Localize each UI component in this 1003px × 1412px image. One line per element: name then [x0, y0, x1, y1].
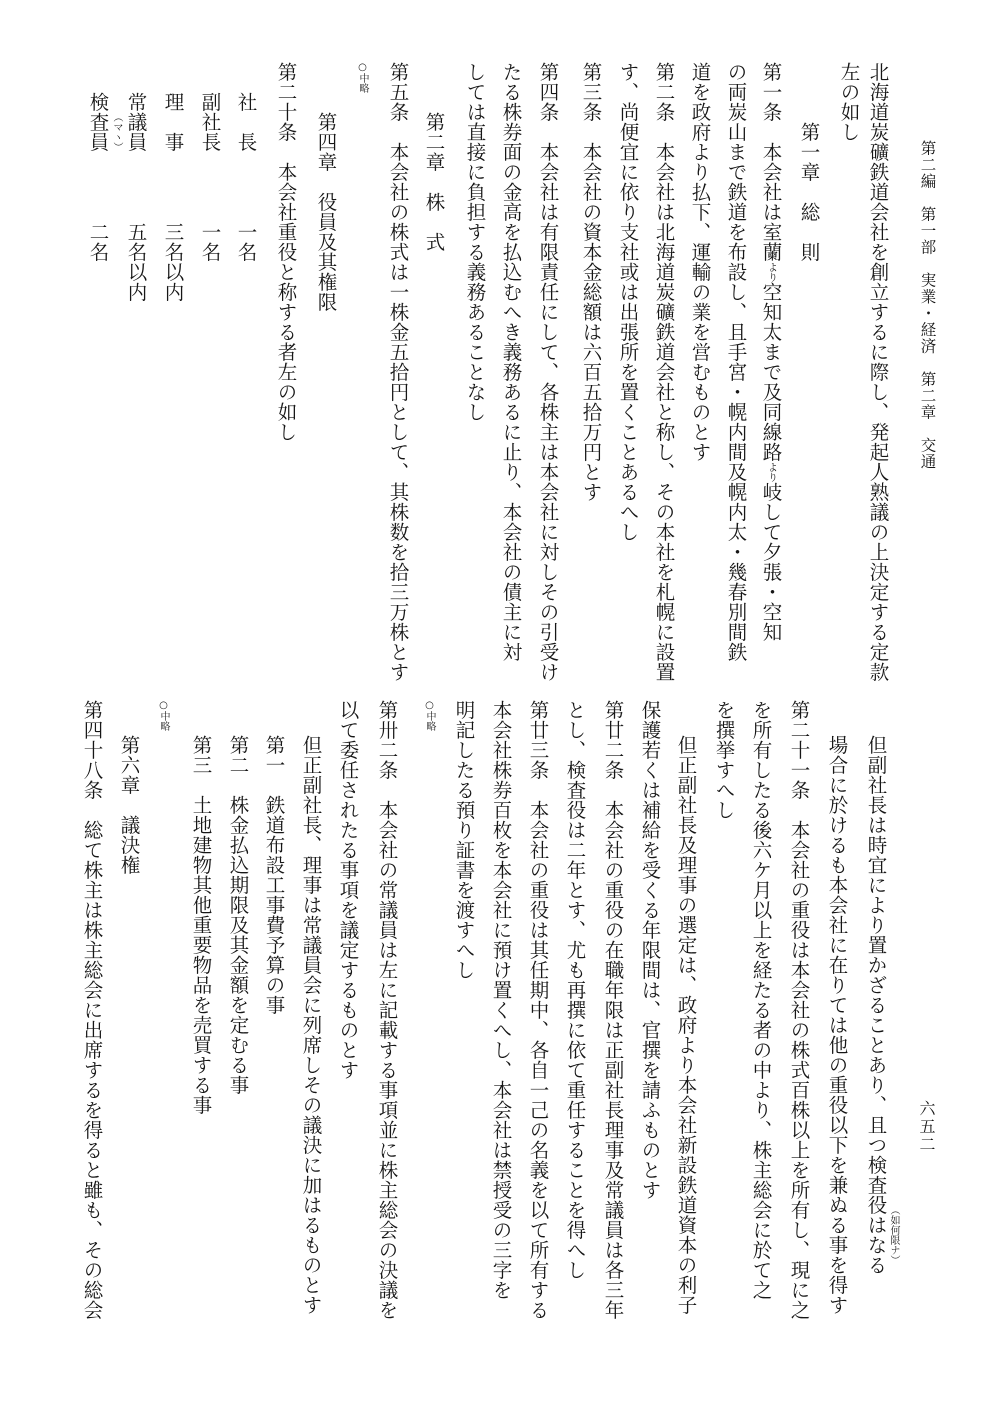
omission-mark: ○中略 — [158, 700, 169, 731]
article-32-line-1: 第卅二条 本会社の常議員は左に記載する事項並に株主総会の決議を — [375, 700, 399, 1320]
chapter-1-heading: 第一章 総 則 — [797, 122, 821, 262]
chapter-6-heading: 第六章 議決権 — [117, 735, 141, 875]
item-3: 第三 土地建物其他重要物品を売買する事 — [189, 735, 213, 1115]
article-3: 第三条 本会社の資本金総額は六百五拾万円とす — [579, 62, 603, 502]
officer-count: 一名 — [234, 222, 258, 262]
article-32-line-2: 以て委任されたる事項を議定するものとす — [336, 700, 360, 1080]
officer-title: 社 長 — [234, 92, 258, 152]
proviso-1-line-2: 場合に於けるも本会社に在りては他の重役以下を兼ぬる事を得す — [825, 735, 849, 1315]
omission-mark: ○中略 — [357, 62, 368, 93]
officer-count: 五名以内 — [124, 222, 148, 302]
article-1-line-2: の両炭山まで鉄道を布設し、且手宮・幌内間及幌内太・幾春別間鉄 — [724, 62, 748, 662]
item-2: 第二 株金払込期限及其金額を定むる事 — [226, 735, 250, 1095]
officer-title: 副社長 — [198, 92, 222, 152]
article-22-line-1: 第廿二条 本会社の重役の在職年限は正副社長理事及常議員は各三年 — [601, 700, 625, 1320]
officer-title: 常議員 — [124, 92, 148, 152]
officer-title: 検査員 — [86, 92, 110, 152]
article-4-line-1: 第四条 本会社は有限責任にして、各株主は本会社に対しその引受け — [536, 62, 560, 682]
article-23-line-2: 本会社株券百枚を本会社に預け置くへし、本会社は禁授受の三字を — [489, 700, 513, 1300]
editorial-note: （如何限ナ） — [888, 1205, 899, 1265]
chapter-4-heading: 第四章 役員及其権限 — [314, 112, 338, 312]
article-2-line-1: 第二条 本会社は北海道炭礦鉄道会社と称し、その本社を札幌に設置 — [652, 62, 676, 682]
article-4-line-3: しては直接に負担する義務あることなし — [463, 62, 487, 422]
editorial-note: （マヽ） — [111, 112, 122, 152]
article-21-line-2: を所有したる後六ケ月以上を経たる者の中より、株主総会に於て之 — [749, 700, 773, 1300]
chapter-2-heading: 第二章 株 式 — [422, 112, 446, 252]
officer-count: 二名 — [86, 222, 110, 262]
running-header: 第二編 第一部 実業・経済 第二章 交通 — [918, 140, 937, 470]
article-20: 第二十条 本会社重役と称する者左の如し — [274, 62, 298, 442]
proviso-2-line-2: 保護若くは補給を受くる年限間は、官撰を請ふものとす — [638, 700, 662, 1200]
article-1-line-3: 道を政府より払下、運輸の業を営むものとす — [688, 62, 712, 462]
officer-count: 一名 — [198, 222, 222, 262]
article-1-line-1: 第一条 本会社は室蘭より空知太まで及同線路より岐して夕張・空知 — [759, 62, 783, 642]
proviso-2-line-1: 但正副社長及理事の選定は、政府より本会社新設鉄道資本の利子 — [674, 735, 698, 1315]
title-line-1: 北海道炭礦鉄道会社を創立するに際し、発起人熟議の上決定する定款 — [866, 62, 890, 682]
article-21-line-3: を撰挙すへし — [712, 700, 736, 820]
article-5: 第五条 本会社の株式は一株金五拾円として、其株数を拾三万株とす — [386, 62, 410, 682]
proviso-1-line-1: 但副社長は時宜により置かざることあり、且つ検査役はなる — [864, 735, 888, 1275]
officer-count: 三名以内 — [161, 222, 185, 302]
article-22-line-2: とし、検査役は二年とす、尤も再撰に依て重任することを得へし — [563, 700, 587, 1280]
article-4-line-2: たる株券面の金高を払込むへき義務あるに止り、本会社の債主に対 — [499, 62, 523, 662]
item-1: 第一 鉄道布設工事費予算の事 — [262, 735, 286, 1015]
article-48: 第四十八条 総て株主は株主総会に出席するを得ると雖も、その総会 — [80, 700, 104, 1320]
article-21-line-1: 第二十一条 本会社の重役は本会社の株式百株以上を所有し、現に之 — [787, 700, 811, 1320]
article-23-line-1: 第廿三条 本会社の重役は其任期中、各自一己の名義を以て所有する — [526, 700, 550, 1320]
page-number: 六五二 — [917, 1100, 936, 1154]
omission-mark: ○中略 — [424, 700, 435, 731]
officer-title: 理 事 — [161, 92, 185, 152]
proviso-3: 但正副社長、理事は常議員会に列席しその議決に加はるものとす — [299, 735, 323, 1315]
title-line-2: 左の如し — [837, 62, 861, 142]
article-23-line-3: 明記したる預り証書を渡すへし — [452, 700, 476, 980]
article-2-line-2: す、尚便宜に依り支社或は出張所を置くことあるへし — [616, 62, 640, 542]
